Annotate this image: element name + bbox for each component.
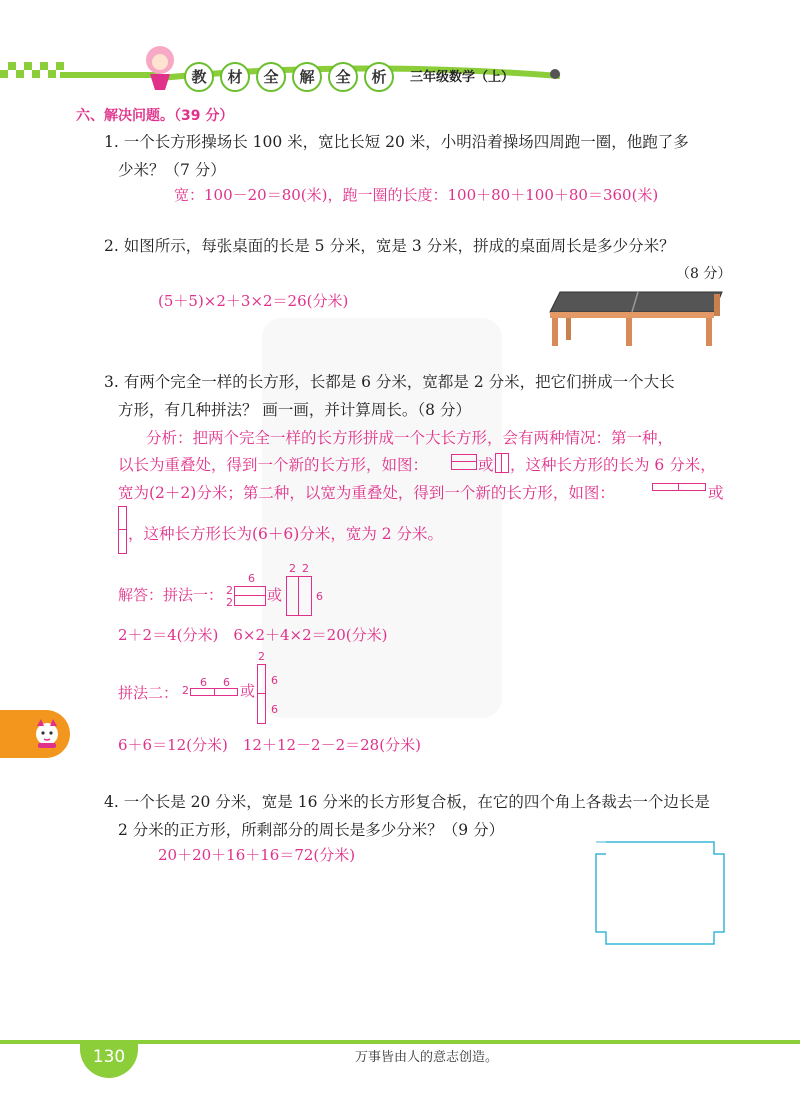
footer-motto: 万事皆由人的意志创造。 bbox=[355, 1050, 499, 1065]
q1-answer: 宽：100－20＝80(米)，跑一圈的长度：100＋80＋100＋80＝360(米) bbox=[174, 186, 659, 204]
q3-analysis-line2c: ，这种长方形的长为 6 分米， bbox=[510, 456, 716, 474]
header-checker-pattern bbox=[0, 62, 64, 78]
m2-side-6a: 6 bbox=[271, 674, 278, 687]
method2-label: 拼法二： bbox=[118, 684, 179, 702]
m2-top-2: 2 bbox=[258, 650, 265, 663]
q4-line1: 4. 一个长是 20 分米，宽是 16 分米的长方形复合板，在它的四个角上各裁去一个边长是 bbox=[104, 793, 710, 811]
q2-answer: (5＋5)×2＋3×2＝26(分米) bbox=[158, 292, 349, 310]
title-char-2: 材 bbox=[220, 62, 250, 92]
m2-label-6b: 6 bbox=[223, 676, 230, 689]
board-diagram bbox=[594, 840, 726, 946]
m2-label-2: 2 bbox=[182, 684, 189, 697]
fig-vertical-stack bbox=[495, 453, 509, 473]
q2-line1: 2. 如图所示，每张桌面的长是 5 分米，宽是 3 分米，拼成的桌面周长是多少分米？ bbox=[104, 237, 675, 255]
m2-fig-vertical bbox=[257, 664, 266, 724]
m1-side-6: 6 bbox=[316, 590, 323, 603]
q4-line2: 2 分米的正方形，所剩部分的周长是多少分米？（9 分） bbox=[118, 821, 505, 839]
method1-or: 或 bbox=[267, 586, 283, 604]
title-char-5: 全 bbox=[328, 62, 358, 92]
grade-label: 三年级数学（上） bbox=[410, 70, 515, 85]
table-illustration bbox=[546, 290, 726, 348]
q3-line1: 3. 有两个完全一样的长方形，长都是 6 分米，宽都是 2 分米，把它们拼成一个大长 bbox=[104, 373, 675, 391]
m2-label-6a: 6 bbox=[200, 676, 207, 689]
m2-fig-horizontal bbox=[190, 688, 238, 696]
q3-analysis-line3b: 或 bbox=[708, 484, 724, 502]
q3-analysis-line4: ，这种长方形长为(6＋6)分米，宽为 2 分米。 bbox=[128, 525, 444, 543]
title-char-3: 全 bbox=[256, 62, 286, 92]
m1-top-2b: 2 bbox=[302, 562, 309, 575]
title-char-6: 析 bbox=[364, 62, 394, 92]
q3-analysis-line2b: 或 bbox=[478, 456, 494, 474]
title-char-4: 解 bbox=[292, 62, 322, 92]
q1-line1: 1. 一个长方形操场长 100 米，宽比长短 20 米，小明沿着操场四周跑一圈，他跑了多 bbox=[104, 133, 689, 151]
fox-mascot-icon bbox=[32, 718, 62, 750]
fig-horizontal-stack bbox=[451, 454, 477, 470]
method1-label: 解答：拼法一： bbox=[118, 586, 224, 604]
m1-label-6: 6 bbox=[248, 572, 255, 585]
board-outline bbox=[596, 842, 724, 944]
q3-analysis-line3a: 宽为(2＋2)分米；第二种，以宽为重叠处，得到一个新的长方形，如图： bbox=[118, 484, 615, 502]
q2-score: （8 分） bbox=[676, 266, 732, 282]
m1-top-2a: 2 bbox=[289, 562, 296, 575]
girl-mascot-icon bbox=[146, 46, 174, 90]
m1-label-2b: 2 bbox=[226, 596, 233, 609]
m2-side-6b: 6 bbox=[271, 703, 278, 716]
method2-calc: 6＋6＝12(分米) 12＋12－2－2＝28(分米) bbox=[118, 736, 421, 754]
section-title: 六、解决问题。（39 分） bbox=[76, 108, 234, 124]
q4-answer: 20＋20＋16＋16＝72(分米) bbox=[158, 846, 356, 864]
m1-label-2a: 2 bbox=[226, 584, 233, 597]
m1-fig-horizontal bbox=[234, 586, 266, 606]
header-banner bbox=[0, 40, 800, 100]
q3-line2: 方形，有几种拼法？ 画一画，并计算周长。（8 分） bbox=[118, 401, 471, 419]
m1-fig-vertical bbox=[286, 576, 312, 616]
title-char-1: 教 bbox=[184, 62, 214, 92]
fig-long-vertical bbox=[118, 506, 127, 554]
q3-analysis-line1: 分析：把两个完全一样的长方形拼成一个大长方形，会有两种情况：第一种， bbox=[146, 429, 674, 447]
q3-analysis-line2a: 以长为重叠处，得到一个新的长方形，如图： bbox=[118, 456, 429, 474]
q1-line2: 少米？（7 分） bbox=[118, 161, 226, 179]
fig-long-horizontal bbox=[652, 483, 706, 491]
page-number: 130 bbox=[80, 1042, 138, 1078]
method1-calc: 2＋2＝4(分米) 6×2＋4×2＝20(分米) bbox=[118, 626, 388, 644]
method2-or: 或 bbox=[240, 682, 256, 700]
